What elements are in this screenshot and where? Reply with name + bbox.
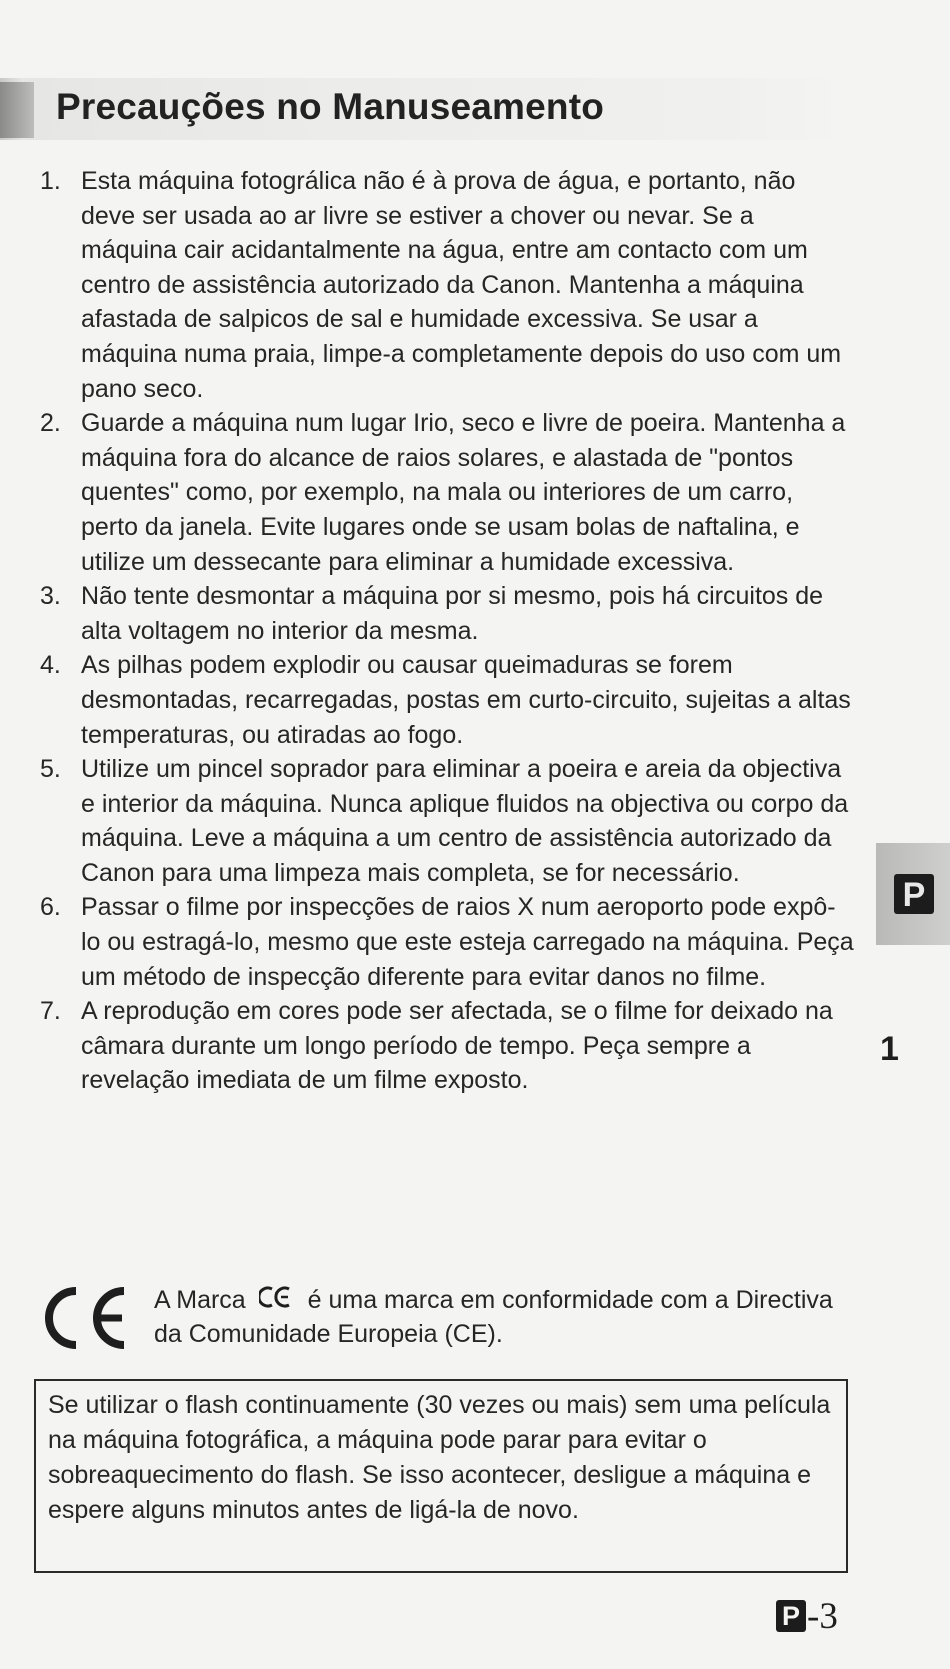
- title-accent-block: [0, 82, 34, 138]
- ce-notice: [154, 1283, 854, 1351]
- list-item: [40, 994, 855, 1098]
- list-item-text: Guarde a máquina num lugar Irio, seco e livre de poeira. Mantenha a máquina fora do alcance de raios solares, e alastada de "pontos quentes" como, por exemplo, na mala ou interiores de um carro, perto da janela. Evite lugares onde se usam bolas de naftalina, e utilize um dessecante para eliminar a humidade excessiva.: [81, 409, 846, 576]
- ce-mark-icon: [42, 1283, 132, 1353]
- list-item-text: Utilize um pincel soprador para eliminar a poeira e areia da objectiva e interior da máquina. Nunca aplique fluidos na objectiva ou corpo da máquina. Leve a máquina a um centro de assistência autorizado da Canon para uma limpeza mais completa, se for necessário.: [81, 755, 849, 887]
- list-item-number: 7.: [40, 997, 61, 1026]
- section-tab-letter: P: [894, 874, 934, 914]
- page-title: Precauções no Manuseamento: [56, 86, 605, 127]
- precautions-list: [40, 164, 855, 1098]
- list-item-text: As pilhas podem explodir ou causar queimaduras se forem desmontadas, recarregadas, postas em curto-circuito, sujeitas a altas temperaturas, ou atiradas ao fogo.: [81, 651, 851, 749]
- ce-notice-text-before: A Marca: [154, 1286, 246, 1314]
- page-number-letter: P: [776, 1600, 806, 1632]
- flash-warning-box: [34, 1379, 848, 1573]
- list-item-text: Esta máquina fotográlica não é à prova de água, e portanto, não deve ser usada ao ar livre se estiver a chover ou nevar. Se a máquina cair acidantalmente na água, entre am contacto com um centro de assistência autorizado da Canon. Mantenha a máquina afastada de salpicos de sal e humidade excessiva. Se usar a máquina numa praia, limpe-a completamente depois do uso com um pano seco.: [81, 167, 842, 403]
- list-item-number: 2.: [40, 409, 61, 438]
- list-item-text: Passar o filme por inspecções de raios X num aeroporto pode expô-lo ou estragá-lo, mesmo que este esteja carregado na máquina. Peça um método de inspecção diferente para evitar danos no filme.: [81, 893, 854, 991]
- list-item-number: 5.: [40, 755, 61, 784]
- list-item: [40, 752, 855, 890]
- list-item-number: 1.: [40, 167, 61, 195]
- ce-notice-text-after: é uma marca em conformidade com a Directiva da Comunidade Europeia (CE).: [154, 1286, 833, 1348]
- list-item-number: 6.: [40, 893, 61, 922]
- list-item-number: 3.: [40, 582, 61, 611]
- page-number-digits: -3: [807, 1595, 838, 1637]
- list-item: [40, 579, 855, 648]
- list-item: [40, 648, 855, 752]
- list-item-text: Não tente desmontar a máquina por si mesmo, pois há circuitos de alta voltagem no interior da mesma.: [81, 582, 824, 645]
- ce-mark-inline-icon: [259, 1286, 293, 1308]
- list-item: [40, 406, 855, 579]
- list-item: [40, 164, 855, 406]
- chapter-number: 1: [880, 1030, 899, 1068]
- list-item-number: 4.: [40, 651, 61, 680]
- page-number: [776, 1594, 838, 1638]
- flash-warning-text: Se utilizar o flash continuamente (30 vezes ou mais) sem uma película na máquina fotográfica, a máquina pode parar para evitar o sobreaquecimento do flash. Se isso acontecer, desligue a máquina e espere alguns minutos antes de ligá-la de novo.: [48, 1391, 831, 1524]
- list-item-text: A reprodução em cores pode ser afectada, se o filme for deixado na câmara durante um longo período de tempo. Peça sempre a revelação imediata de um filme exposto.: [81, 997, 833, 1095]
- list-item: [40, 890, 855, 994]
